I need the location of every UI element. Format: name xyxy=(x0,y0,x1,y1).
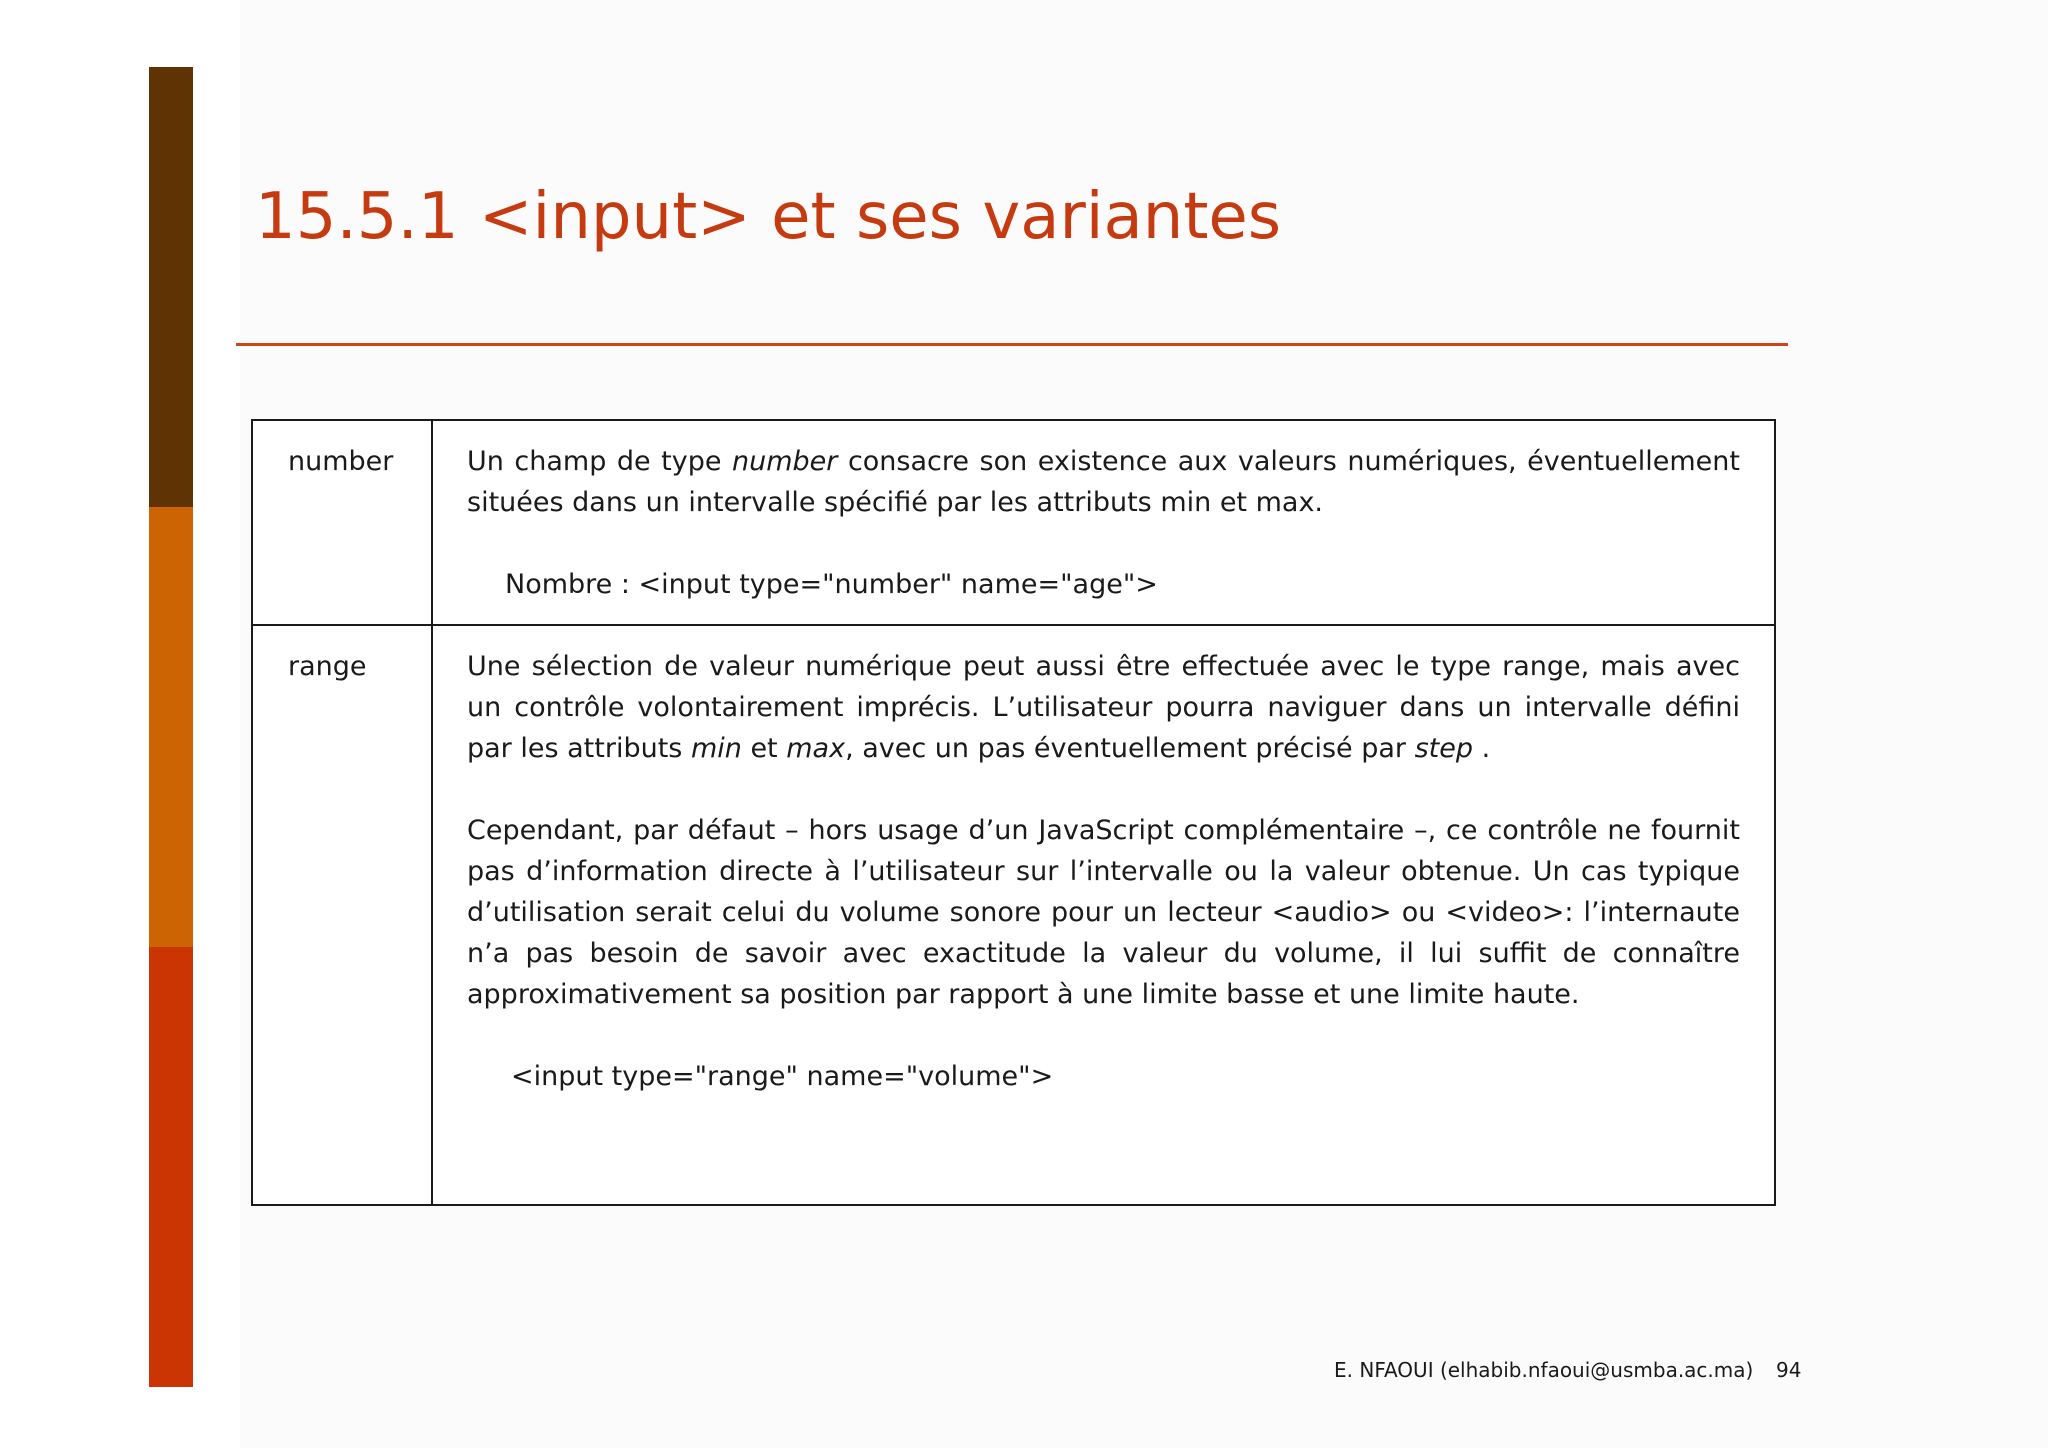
input-types-table xyxy=(251,419,1776,1206)
text-span: , avec un pas éventuellement précisé par xyxy=(845,733,1415,764)
table-row-range xyxy=(252,625,1775,1205)
text-span: . xyxy=(1473,733,1491,764)
description-paragraph: Cependant, par défaut – hors usage d’un JavaScript complémentaire –, ce contrôle ne fournit pas d’information directe à l’utilisateur sur l’intervalle ou la valeur obtenue. Un cas typique d’utilisation serait celui du volume sonore pour un lecteur <audio> ou <video>: l’internaute n’a pas besoin de savoir avec exactitude la valeur du volume, il lui suffit de connaître approximativement sa position par rapport à une limite basse et une limite haute. xyxy=(467,815,1740,1010)
description-paragraph xyxy=(467,441,1740,523)
side-bar-orange xyxy=(149,507,193,947)
text-span: Un champ de type xyxy=(467,446,733,477)
text-span: et xyxy=(741,733,787,764)
emphasis-text: step xyxy=(1414,733,1473,764)
description-cell xyxy=(432,625,1775,1205)
emphasis-text: number xyxy=(732,446,838,477)
term-label: number xyxy=(288,446,394,477)
slide-title: 15.5.1 <input> et ses variantes xyxy=(255,180,1282,254)
text-span: consacre son existence aux valeurs numériques, éventuellement situées dans un intervalle spécifié par les attributs min et max. xyxy=(467,446,1740,518)
table-row-number xyxy=(252,420,1775,625)
emphasis-text: min xyxy=(690,733,742,764)
side-bar-red xyxy=(149,947,193,1387)
side-bar-brown xyxy=(149,67,193,507)
title-divider xyxy=(236,343,1788,346)
description-cell xyxy=(432,420,1775,625)
text-span: Une sélection de valeur numérique peut aussi être effectuée avec le type range, mais avec un contrôle volontairement imprécis. L’utilisateur pourra naviguer dans un intervalle défini par les attributs xyxy=(467,651,1740,764)
footer-credit: E. NFAOUI (elhabib.nfaoui@usmba.ac.ma) xyxy=(1334,1358,1754,1382)
code-example: Nombre : <input type="number" name="age"> xyxy=(505,569,1158,600)
page-number: 94 xyxy=(1776,1358,1802,1382)
description-paragraph xyxy=(467,646,1740,769)
term-label: range xyxy=(288,651,367,682)
code-example: <input type="range" name="volume"> xyxy=(511,1061,1054,1092)
term-cell xyxy=(252,420,432,625)
emphasis-text: max xyxy=(786,733,846,764)
term-cell xyxy=(252,625,432,1205)
